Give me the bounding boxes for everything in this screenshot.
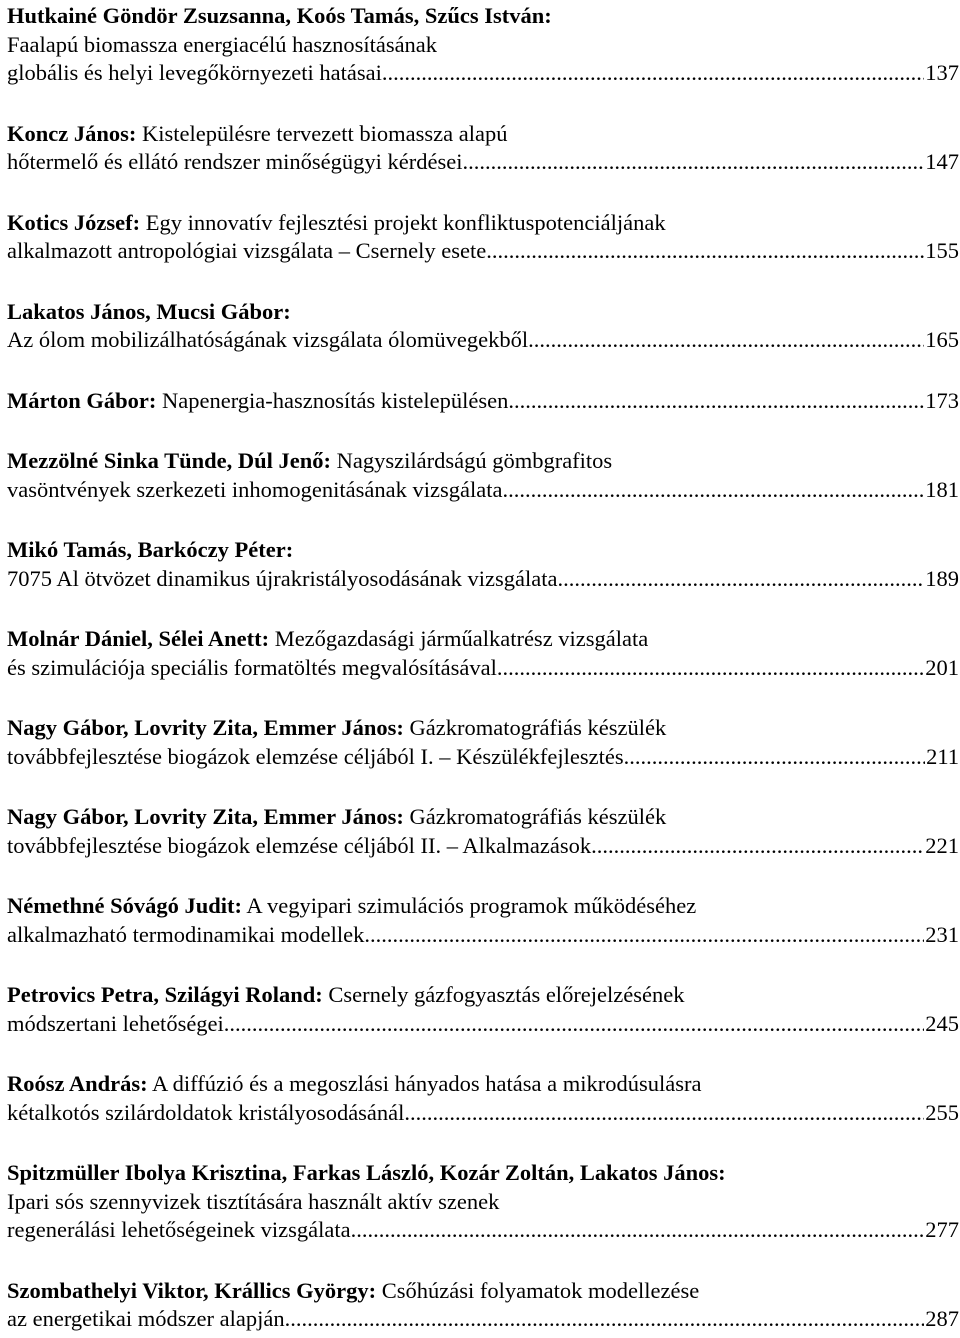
entry-authors: Spitzmüller Ibolya Krisztina, Farkas László, Kozár Zoltán, Lakatos János: [7, 1160, 726, 1185]
entry-authors: Mezzölné Sinka Tünde, Dúl Jenő: [7, 448, 331, 473]
entry-last-line [7, 654, 959, 683]
page-number: 147 [925, 149, 959, 174]
entry-title-line: Ipari sós szennyvizek tisztítására használt aktív szenek [7, 1188, 500, 1214]
page-number: 181 [925, 476, 959, 502]
entry-last-line [7, 1216, 959, 1245]
entry-title-line: Napenergia-hasznosítás kistelepülésen [156, 387, 509, 413]
entry-title-line: alkalmazható termodinamikai modellek [7, 921, 365, 947]
entry-authors: Petrovics Petra, Szilágyi Roland: [7, 982, 323, 1007]
entry-title-line: módszertani lehetőségei [7, 1010, 224, 1036]
entry-authors: Márton Gábor: [7, 387, 157, 413]
page-number: 245 [925, 1010, 959, 1036]
dot-leader [528, 326, 924, 355]
entry-title-line: globális és helyi levegőkörnyezeti hatásai [7, 60, 382, 85]
toc-entry [7, 120, 959, 177]
entry-title-line: továbbfejlesztése biogázok elemzése céljából I. – Készülékfejlesztés [7, 743, 624, 769]
toc-entry [7, 536, 959, 593]
entry-authors: Koncz János: [7, 120, 137, 146]
page-number: 221 [925, 832, 959, 858]
page-number: 189 [925, 565, 959, 591]
entry-last-line [7, 565, 959, 594]
entry-authors: Némethné Sóvágó Judit: [7, 893, 242, 918]
entry-title-line: A diffúzió és a megoszlási hányados hatása a mikrodúsulásra [147, 1071, 702, 1096]
entry-title-line: kétalkotós szilárdoldatok kristályosodásánál [7, 1099, 405, 1125]
entry-title-line: regenerálási lehetőségeinek vizsgálata [7, 1217, 351, 1242]
entry-title-line: alkalmazott antropológiai vizsgálata – Csernely esete [7, 238, 487, 263]
entry-title-line: Egy innovatív fejlesztési projekt konfliktuspotenciáljának [140, 209, 666, 235]
entry-title-line: és szimulációja speciális formatöltés megvalósításával [7, 654, 497, 680]
dot-leader [382, 59, 924, 88]
entry-authors: Nagy Gábor, Lovrity Zita, Emmer János: [7, 804, 404, 829]
entry-last-line [7, 743, 959, 772]
dot-leader [364, 921, 924, 950]
entry-last-line [7, 59, 959, 88]
entry-title-line: Kistelepülésre tervezett biomassza alapú [136, 120, 508, 146]
entry-title-line: továbbfejlesztése biogázok elemzése céljából II. – Alkalmazások [7, 832, 592, 858]
entry-authors: Mikó Tamás, Barkóczy Péter: [7, 537, 294, 562]
dot-leader [285, 1305, 925, 1334]
entry-last-line [7, 387, 959, 416]
toc-entry [7, 387, 959, 416]
page-number: 155 [925, 238, 959, 263]
toc-entry [7, 981, 959, 1038]
entry-title-line: az energetikai módszer alapján [7, 1306, 285, 1331]
entry-last-line [7, 476, 959, 505]
toc-entry [7, 892, 959, 949]
toc-entry [7, 625, 959, 682]
table-of-contents [7, 2, 959, 1334]
entry-authors: Hutkainé Göndör Zsuzsanna, Koós Tamás, Szűcs István: [7, 3, 552, 28]
page-number: 173 [925, 387, 959, 413]
entry-authors: Roósz András: [7, 1071, 148, 1096]
page-number: 165 [925, 327, 959, 352]
entry-authors: Kotics József: [7, 209, 141, 235]
page-number: 277 [925, 1217, 959, 1242]
entry-last-line [7, 1010, 959, 1039]
entry-last-line [7, 832, 959, 861]
dot-leader [591, 832, 924, 861]
entry-title-line: Nagyszilárdságú gömbgrafitos [331, 448, 613, 473]
toc-entry [7, 803, 959, 860]
page-number: 211 [926, 743, 959, 769]
toc-entry [7, 447, 959, 504]
page-number: 201 [925, 654, 959, 680]
dot-leader [624, 743, 925, 772]
toc-entry [7, 1070, 959, 1127]
entry-title-line: Gázkromatográfiás készülék [403, 804, 667, 829]
entry-title-line: Csőhúzási folyamatok modellezése [376, 1277, 700, 1303]
entry-title-line: Mezőgazdasági járműalkatrész vizsgálata [269, 626, 649, 651]
dot-leader [558, 565, 925, 594]
entry-title-line: hőtermelő és ellátó rendszer minőségügyi kérdései [7, 149, 463, 174]
page-number: 255 [925, 1099, 959, 1125]
toc-entry [7, 2, 959, 88]
entry-last-line [7, 1305, 959, 1334]
entry-last-line [7, 326, 959, 355]
toc-entry [7, 298, 959, 355]
entry-last-line [7, 148, 959, 177]
entry-last-line [7, 1099, 959, 1128]
dot-leader [224, 1010, 924, 1039]
dot-leader [502, 476, 924, 505]
dot-leader [404, 1099, 924, 1128]
entry-last-line [7, 237, 959, 266]
toc-entry [7, 209, 959, 266]
entry-authors: Szombathelyi Viktor, Krállics György: [7, 1277, 377, 1303]
entry-authors: Molnár Dániel, Sélei Anett: [7, 626, 270, 651]
entry-authors: Lakatos János, Mucsi Gábor: [7, 298, 291, 324]
dot-leader [351, 1216, 925, 1245]
dot-leader [486, 237, 924, 266]
entry-title-line: Gázkromatográfiás készülék [403, 715, 667, 740]
entry-title-line: 7075 Al ötvözet dinamikus újrakristályosodásának vizsgálata [7, 565, 558, 591]
page-number: 137 [925, 60, 959, 85]
entry-title-line: A vegyipari szimulációs programok működéséhez [242, 893, 697, 918]
entry-title-line: Csernely gázfogyasztás előrejelzésének [322, 982, 685, 1007]
page-number: 287 [925, 1306, 959, 1331]
toc-entry [7, 1159, 959, 1245]
toc-entry [7, 714, 959, 771]
entry-last-line [7, 921, 959, 950]
dot-leader [462, 148, 924, 177]
entry-authors: Nagy Gábor, Lovrity Zita, Emmer János: [7, 715, 404, 740]
dot-leader [497, 654, 924, 683]
entry-title-line: vasöntvények szerkezeti inhomogenitásának vizsgálata [7, 476, 503, 502]
page-number: 231 [925, 921, 959, 947]
toc-entry [7, 1277, 959, 1334]
entry-title-line: Faalapú biomassza energiacélú hasznosításának [7, 31, 438, 57]
dot-leader [508, 387, 924, 416]
entry-title-line: Az ólom mobilizálhatóságának vizsgálata ólomüvegekből [7, 327, 529, 352]
